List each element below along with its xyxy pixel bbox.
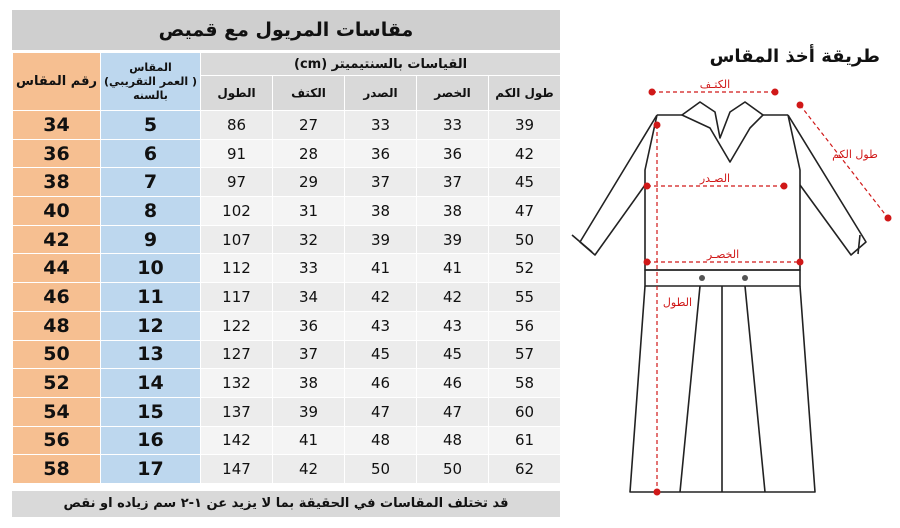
table-row [13, 225, 561, 254]
cell-chest: 37 [345, 168, 417, 197]
cell-size: 9 [101, 225, 201, 254]
waistband-outline [645, 270, 800, 286]
cell-chest: 36 [345, 139, 417, 168]
cell-shoulder: 42 [273, 455, 345, 484]
cell-size: 16 [101, 426, 201, 455]
cell-sleeve: 56 [489, 311, 561, 340]
cell-ref-size: 48 [13, 311, 101, 340]
header-length: الطول [201, 76, 273, 111]
label-waist: الخصـر [706, 248, 740, 261]
cell-ref-size: 36 [13, 139, 101, 168]
size-chart [12, 10, 560, 518]
cell-chest: 38 [345, 197, 417, 226]
cell-ref-size: 38 [13, 168, 101, 197]
cell-length: 137 [201, 397, 273, 426]
cell-waist: 39 [417, 225, 489, 254]
cell-length: 102 [201, 197, 273, 226]
size-note: قد تختلف المقاسات في الحقيقة بما لا يزيد عن ١-٢ سم زياده او نقص [12, 491, 560, 517]
cell-waist: 43 [417, 311, 489, 340]
cell-shoulder: 37 [273, 340, 345, 369]
cell-sleeve: 62 [489, 455, 561, 484]
table-row [13, 139, 561, 168]
cell-ref-size: 58 [13, 455, 101, 484]
cell-shoulder: 29 [273, 168, 345, 197]
cell-chest: 39 [345, 225, 417, 254]
cell-length: 127 [201, 340, 273, 369]
label-chest: الصـدر [699, 172, 731, 185]
cell-size: 6 [101, 139, 201, 168]
sleeve-guide [800, 105, 888, 218]
cell-shoulder: 38 [273, 369, 345, 398]
cell-chest: 45 [345, 340, 417, 369]
cell-ref-size: 44 [13, 254, 101, 283]
cell-sleeve: 42 [489, 139, 561, 168]
collar-outline [682, 102, 763, 162]
header-measurements-group: القياسات بالسنتيميتر (cm) [201, 53, 561, 76]
cell-chest: 42 [345, 283, 417, 312]
cell-size: 7 [101, 168, 201, 197]
cell-shoulder: 31 [273, 197, 345, 226]
cell-waist: 47 [417, 397, 489, 426]
cell-sleeve: 39 [489, 111, 561, 140]
cell-ref-size: 40 [13, 197, 101, 226]
cell-shoulder: 32 [273, 225, 345, 254]
header-sleeve: طول الكم [489, 76, 561, 111]
cell-shoulder: 41 [273, 426, 345, 455]
cell-size: 10 [101, 254, 201, 283]
table-row [13, 283, 561, 312]
cell-length: 107 [201, 225, 273, 254]
cell-shoulder: 36 [273, 311, 345, 340]
cell-length: 91 [201, 139, 273, 168]
header-ref-size: رقم المقاس [13, 53, 101, 111]
cell-shoulder: 28 [273, 139, 345, 168]
table-row [13, 426, 561, 455]
table-row [13, 311, 561, 340]
cell-size: 12 [101, 311, 201, 340]
cell-size: 13 [101, 340, 201, 369]
cell-size: 15 [101, 397, 201, 426]
cell-waist: 50 [417, 455, 489, 484]
cell-ref-size: 56 [13, 426, 101, 455]
dress-illustration [560, 30, 900, 520]
cell-sleeve: 50 [489, 225, 561, 254]
cell-chest: 50 [345, 455, 417, 484]
cell-chest: 48 [345, 426, 417, 455]
cell-chest: 33 [345, 111, 417, 140]
cell-shoulder: 27 [273, 111, 345, 140]
header-shoulder: الكتف [273, 76, 345, 111]
cell-ref-size: 52 [13, 369, 101, 398]
cell-length: 132 [201, 369, 273, 398]
cell-length: 86 [201, 111, 273, 140]
cell-chest: 47 [345, 397, 417, 426]
cell-sleeve: 60 [489, 397, 561, 426]
cell-size: 8 [101, 197, 201, 226]
cell-size: 17 [101, 455, 201, 484]
header-waist: الخصر [417, 76, 489, 111]
cell-length: 112 [201, 254, 273, 283]
cell-length: 122 [201, 311, 273, 340]
table-row [13, 340, 561, 369]
cell-chest: 41 [345, 254, 417, 283]
label-length: الطول [662, 296, 692, 309]
cell-length: 97 [201, 168, 273, 197]
cell-ref-size: 42 [13, 225, 101, 254]
cell-waist: 42 [417, 283, 489, 312]
cell-shoulder: 39 [273, 397, 345, 426]
bodice-outline [645, 115, 800, 270]
diagram-title: طريقة أخذ المقاس [709, 46, 880, 67]
label-shoulder: الكتـف [699, 78, 731, 91]
cell-sleeve: 57 [489, 340, 561, 369]
cell-shoulder: 33 [273, 254, 345, 283]
cell-waist: 38 [417, 197, 489, 226]
cell-length: 142 [201, 426, 273, 455]
cell-sleeve: 55 [489, 283, 561, 312]
cell-waist: 37 [417, 168, 489, 197]
header-chest: الصدر [345, 76, 417, 111]
cell-waist: 45 [417, 340, 489, 369]
cell-sleeve: 52 [489, 254, 561, 283]
cell-size: 5 [101, 111, 201, 140]
size-table [12, 52, 561, 484]
cell-size: 14 [101, 369, 201, 398]
cell-ref-size: 54 [13, 397, 101, 426]
table-row [13, 254, 561, 283]
cell-sleeve: 47 [489, 197, 561, 226]
table-body [13, 111, 561, 484]
cell-size: 11 [101, 283, 201, 312]
cell-ref-size: 46 [13, 283, 101, 312]
measurement-diagram [560, 30, 900, 520]
cell-waist: 33 [417, 111, 489, 140]
cell-sleeve: 61 [489, 426, 561, 455]
table-row [13, 369, 561, 398]
header-size: المقاس (العمر التقريبي ) بالسنه [101, 53, 201, 111]
cell-sleeve: 45 [489, 168, 561, 197]
cell-ref-size: 50 [13, 340, 101, 369]
table-title: مقاسات المريول مع قميص [12, 10, 560, 50]
cell-length: 117 [201, 283, 273, 312]
cell-sleeve: 58 [489, 369, 561, 398]
label-sleeve: طول الكم [832, 148, 878, 161]
cell-length: 147 [201, 455, 273, 484]
cell-waist: 48 [417, 426, 489, 455]
table-row [13, 111, 561, 140]
cell-shoulder: 34 [273, 283, 345, 312]
table-row [13, 168, 561, 197]
cell-chest: 46 [345, 369, 417, 398]
table-row [13, 397, 561, 426]
cell-chest: 43 [345, 311, 417, 340]
cell-waist: 41 [417, 254, 489, 283]
table-row [13, 455, 561, 484]
cell-ref-size: 34 [13, 111, 101, 140]
table-row [13, 197, 561, 226]
cell-waist: 36 [417, 139, 489, 168]
cell-waist: 46 [417, 369, 489, 398]
